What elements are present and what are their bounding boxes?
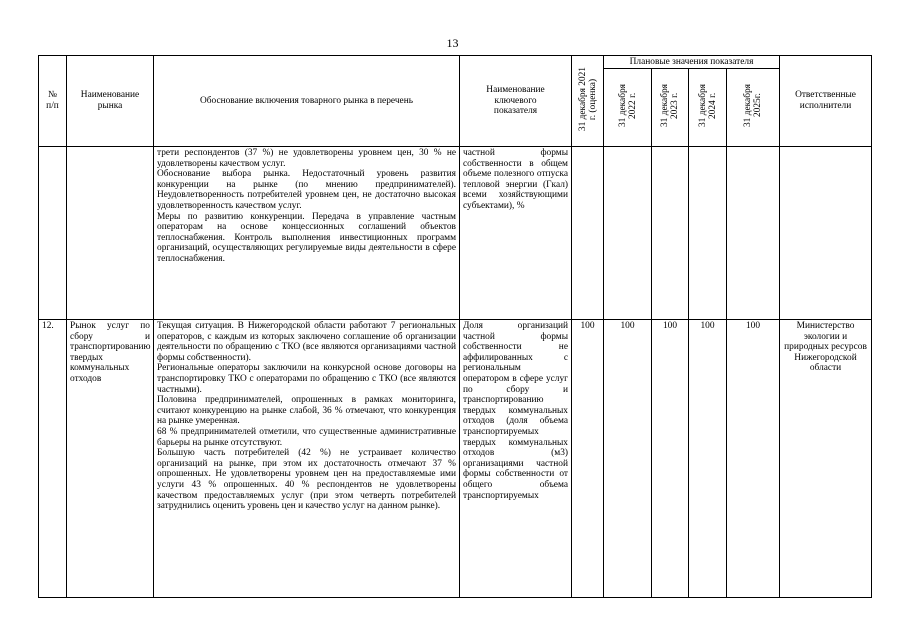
header-rationale: Обоснование включения товарного рынка в перечень — [154, 56, 460, 147]
rationale-paragraph: Большую часть потребителей (42 %) не устраивает количество организаций на рынке, при этом их достаточность отмечают 37 % опрошенных. Не удовлетворены уровнем цен на предоставляемые ими услуги 43 % опрошенных. 40 % респондентов не удовлетворены качеством предоставляемых услуг (при этом четверть потребителей затруднились оценить уровень цен и качество услуг на данном рынке). — [157, 448, 456, 512]
row-num: 12. — [39, 320, 67, 598]
rationale-paragraph: Текущая ситуация. В Нижегородской области работают 7 региональных операторов, с каждым из которых заключено соглашение об организации деятельности по обращению с ТКО (все являются организациями частной формы собственности). — [157, 321, 456, 363]
row-market: Рынок услуг по сбору и транспортированию твердых коммунальных отходов — [67, 320, 154, 598]
rationale-paragraph: 68 % предпринимателей отметили, что существенные административные барьеры на рынке отсутствуют. — [157, 426, 456, 448]
page-number: 13 — [446, 36, 459, 50]
row-value-2021 — [572, 147, 604, 320]
row-responsible: Министерство экологии и природных ресурсов Нижегородской области — [780, 320, 872, 598]
row-market — [67, 147, 154, 320]
row-responsible — [780, 147, 872, 320]
rationale-paragraph: Половина предпринимателей, опрошенных в рамках мониторинга, считают конкуренцию на рынке слабой, 36 % отмечают, что конкуренция на рынке умеренная. — [157, 395, 456, 427]
header-market: Наименование рынка — [67, 56, 154, 147]
row-value-2024 — [689, 147, 727, 320]
header-num: № п/п — [39, 56, 67, 147]
row-indicator: частной формы собственности в общем объеме полезного отпуска тепловой энергии (Гкал) всеми хозяйствующими субъектами), % — [460, 147, 572, 320]
header-year-2024: 31 декабря 2024 г. — [689, 69, 727, 147]
row-value-2023 — [652, 147, 689, 320]
table-row — [39, 320, 872, 598]
row-value-2025 — [727, 147, 780, 320]
rationale-paragraph: Меры по развитию конкуренции. Передача в управление частным операторам на основе концессионных соглашений объектов теплоснабжения. Контроль выполнения инвестиционных программ организаций, осуществляющих регулируемые виды деятельности в сфере теплоснабжения. — [157, 211, 456, 264]
row-value-2025: 100 — [727, 320, 780, 598]
row-rationale — [154, 147, 460, 320]
row-value-2022 — [604, 147, 652, 320]
rationale-paragraph: Обоснование выбора рынка. Недостаточный уровень развития конкуренции на рынке (по мнению предпринимателей). Неудовлетворенность потребителей уровнем цен, не достаточно высокая удовлетворенность качеством услуг. — [157, 169, 456, 211]
header-responsible: Ответственные исполнители — [780, 56, 872, 147]
row-indicator: Доля организаций частной формы собственности не аффилированных с региональным оператором в сфере услуг по сбору и транспортированию твердых коммунальных отходов (доля объема транспортируемых твердых коммунальных отходов (м3) организациями частной формы собственности от общего объема транспортируемых — [460, 320, 572, 598]
header-year-2023: 31 декабря 2023 г. — [652, 69, 689, 147]
row-value-2022: 100 — [604, 320, 652, 598]
header-year-2025: 31 декабря 2025г. — [727, 69, 780, 147]
table-row — [39, 147, 872, 320]
row-value-2023: 100 — [652, 320, 689, 598]
header-planned-values: Плановые значения показателя — [604, 56, 780, 69]
row-num — [39, 147, 67, 320]
competition-market-table — [38, 55, 872, 598]
rationale-paragraph: трети респондентов (37 %) не удовлетворены уровнем цен, 30 % не удовлетворены качеством услуг. — [157, 148, 456, 169]
row-rationale — [154, 320, 460, 598]
header-indicator: Наименование ключевого показателя — [460, 56, 572, 147]
row-value-2024: 100 — [689, 320, 727, 598]
header-estimate-2021: 31 декабря 2021 г. (оценка) — [572, 56, 604, 147]
header-year-2022: 31 декабря 2022 г. — [604, 69, 652, 147]
rationale-paragraph: Региональные операторы заключили на конкурсной основе договоры на транспортировку ТКО с операторами по обращению с ТКО (все являются частными). — [157, 363, 456, 395]
row-value-2021: 100 — [572, 320, 604, 598]
